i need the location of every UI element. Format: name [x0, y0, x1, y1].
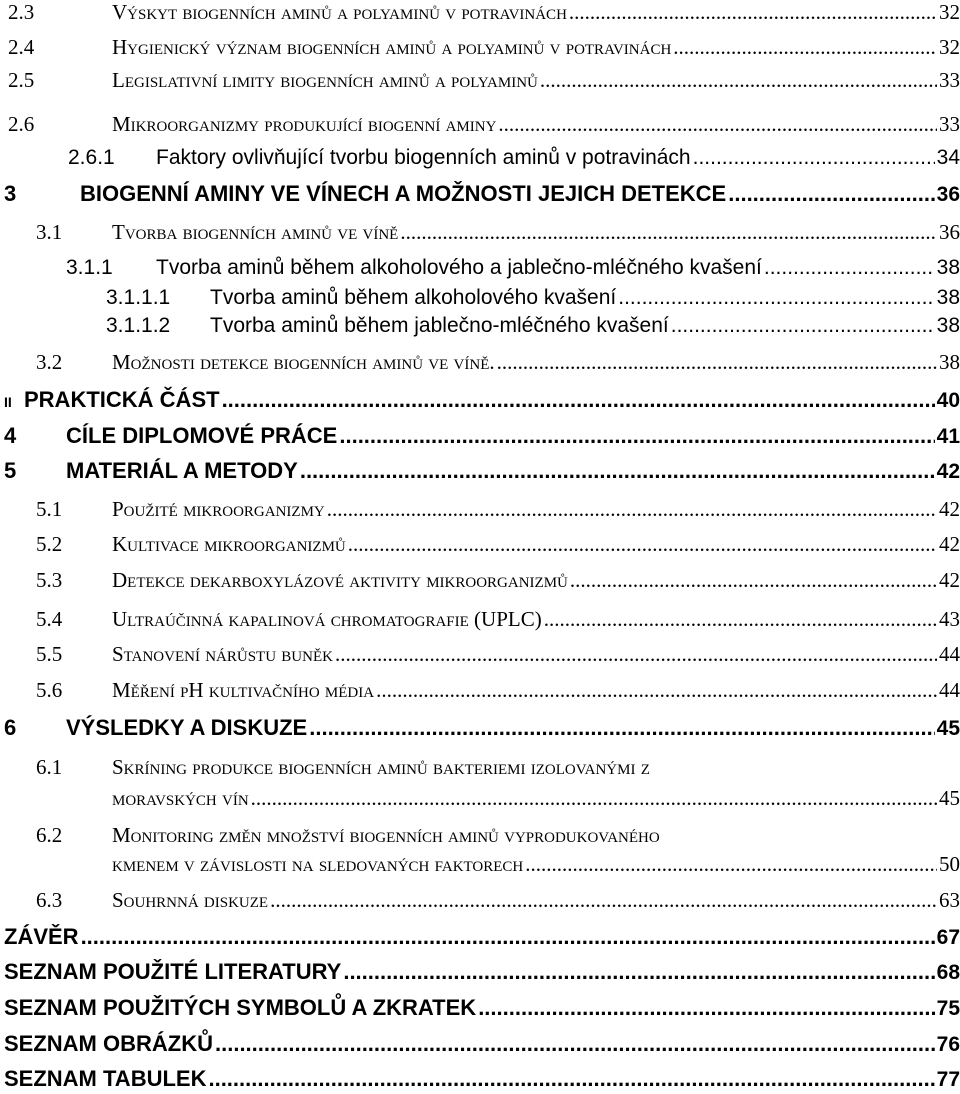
toc-entry-literatura[interactable]: [0, 959, 960, 985]
toc-number: 5.1: [36, 497, 63, 521]
toc-page: 41: [936, 425, 960, 448]
toc-number: 2.6: [8, 112, 35, 136]
toc-entry-2-3[interactable]: [0, 0, 960, 25]
toc-entry-3-2[interactable]: [0, 350, 960, 375]
toc-entry-5[interactable]: [0, 458, 960, 484]
dot-leader: [215, 1031, 935, 1057]
toc-number: 5.4: [36, 607, 63, 631]
toc-number: 3.2: [36, 350, 63, 374]
toc-page: 76: [936, 1033, 960, 1056]
dot-leader: [270, 888, 937, 913]
toc-title: Tvorba aminů během jablečno-mléčného kvašení: [210, 314, 669, 337]
dot-leader: [764, 256, 935, 280]
toc-title: Tvorba biogenních aminů ve víně: [112, 220, 399, 244]
toc-page: 42: [939, 568, 960, 592]
toc-entry-part-2[interactable]: [0, 387, 960, 413]
toc-entry-5-5[interactable]: [0, 642, 960, 667]
toc-entry-6-2[interactable]: [0, 823, 960, 848]
toc-title: Monitoring změn množství biogenních aminů vyprodukovaného: [112, 823, 660, 847]
toc-page: 42: [939, 532, 960, 556]
toc-page: 32: [939, 35, 960, 59]
toc-page: 42: [936, 460, 960, 483]
toc-number: 3.1.1.2: [106, 314, 171, 337]
toc-number: 2.3: [8, 0, 35, 24]
toc-title: SEZNAM OBRÁZKŮ: [4, 1031, 213, 1056]
toc-entry-3-1[interactable]: [0, 220, 960, 245]
dot-leader: [208, 1066, 934, 1092]
dot-leader: [693, 146, 935, 170]
toc-number: 3.1.1.1: [106, 286, 171, 309]
toc-page: 36: [936, 183, 960, 206]
toc-entry-6-1[interactable]: [0, 755, 960, 780]
dot-leader: [478, 995, 934, 1021]
toc-entry-3-1-1[interactable]: [0, 256, 960, 280]
toc-title: Souhrnná diskuze: [112, 888, 269, 912]
toc-entry-zaver[interactable]: [0, 924, 960, 950]
toc-number: 6: [4, 715, 17, 740]
toc-entry-5-6[interactable]: [0, 678, 960, 703]
dot-leader: [400, 220, 937, 245]
toc-entry-3-1-1-1[interactable]: [0, 286, 960, 310]
dot-leader: [728, 181, 934, 207]
toc-title: MATERIÁL A METODY: [66, 458, 298, 483]
toc-title: Možnosti detekce biogenních aminů ve víně.: [112, 350, 495, 374]
dot-leader: [348, 532, 937, 557]
toc-entry-6-3[interactable]: [0, 888, 960, 913]
toc-entry-zkratky[interactable]: [0, 995, 960, 1021]
toc-entry-tabulky[interactable]: [0, 1066, 960, 1092]
toc-title: SEZNAM TABULEK: [4, 1066, 207, 1091]
dot-leader: [544, 607, 937, 632]
toc-entry-3[interactable]: [0, 181, 960, 207]
toc-entry-6-2-continued[interactable]: [0, 852, 960, 877]
toc-entry-6-1-continued[interactable]: [0, 786, 960, 811]
toc-title: Ultraúčinná kapalinová chromatografie (UPLC): [112, 607, 542, 631]
toc-number: 2.6.1: [68, 146, 115, 169]
dot-leader: [671, 314, 935, 338]
dot-leader: [376, 678, 937, 703]
toc-page: 38: [939, 350, 960, 374]
toc-page: 33: [939, 68, 960, 92]
toc-title-continued: moravských vín: [112, 786, 249, 810]
toc-title: VÝSLEDKY A DISKUZE: [66, 715, 308, 740]
toc-page: 63: [939, 888, 960, 912]
toc-title: Kultivace mikroorganizmů: [112, 532, 346, 556]
toc-entry-4[interactable]: [0, 423, 960, 449]
toc-title: Detekce dekarboxylázové aktivity mikroorganizmů: [112, 568, 568, 592]
dot-leader: [300, 458, 935, 484]
toc-page: 34: [936, 146, 960, 169]
dot-leader: [497, 350, 937, 375]
toc-page: 43: [939, 607, 960, 631]
toc-number: 5.5: [36, 642, 63, 666]
toc-title: Stanovení nárůstu buněk: [112, 642, 333, 666]
toc-number: 3: [4, 181, 17, 206]
toc-page: 38: [936, 256, 960, 279]
toc-entry-2-6[interactable]: [0, 112, 960, 137]
dot-leader: [570, 568, 937, 593]
toc-page: 33: [939, 112, 960, 136]
dot-leader: [327, 497, 937, 522]
toc-page: 67: [936, 926, 960, 949]
dot-leader: [309, 715, 934, 741]
toc-entry-5-3[interactable]: [0, 568, 960, 593]
toc-page: 44: [939, 678, 960, 702]
toc-title: Výskyt biogenních aminů a polyaminů v potravinách: [112, 0, 567, 24]
dot-leader: [498, 112, 937, 137]
toc-title: BIOGENNÍ AMINY VE VÍNECH A MOŽNOSTI JEJICH DETEKCE: [80, 181, 727, 206]
toc-title: ZÁVĚR: [4, 924, 79, 949]
dot-leader: [618, 286, 934, 310]
toc-title: Hygienický význam biogenních aminů a polyaminů v potravinách: [112, 35, 672, 59]
toc-title: Použité mikroorganizmy: [112, 497, 325, 521]
toc-title: Faktory ovlivňující tvorbu biogenních aminů v potravinách: [156, 146, 691, 169]
toc-page: 44: [939, 642, 960, 666]
toc-entry-2-6-1[interactable]: [0, 146, 960, 170]
toc-page: 32: [939, 0, 960, 24]
dot-leader: [673, 35, 937, 60]
toc-number: 5: [4, 458, 17, 483]
toc-entry-6[interactable]: [0, 715, 960, 741]
dot-leader: [569, 0, 937, 25]
toc-page: 38: [936, 286, 960, 309]
toc-number: 6.1: [36, 755, 63, 779]
toc-page: 40: [936, 389, 960, 412]
dot-leader: [81, 924, 935, 950]
dot-leader: [525, 852, 937, 877]
toc-number: 2.4: [8, 35, 35, 59]
toc-title: Legislativní limity biogenních aminů a polyaminů: [112, 68, 538, 92]
dot-leader: [343, 959, 934, 985]
toc-page: 42: [939, 497, 960, 521]
toc-page: 45: [939, 786, 960, 810]
toc-title: Tvorba aminů během alkoholového kvašení: [210, 286, 617, 309]
toc-title: SEZNAM POUŽITÝCH SYMBOLŮ A ZKRATEK: [4, 995, 477, 1020]
toc-entry-3-1-1-2[interactable]: [0, 314, 960, 338]
toc-entry-5-2[interactable]: [0, 532, 960, 557]
toc-number: 4: [4, 423, 17, 448]
toc-page: 75: [936, 997, 960, 1020]
toc-entry-5-4[interactable]: [0, 607, 960, 632]
dot-leader: [339, 423, 934, 449]
toc-number: 3.1.1: [66, 256, 113, 279]
toc-number: 6.2: [36, 823, 63, 847]
toc-entry-2-4[interactable]: [0, 35, 960, 60]
toc-entry-obrazky[interactable]: [0, 1031, 960, 1057]
toc-title-continued: kmenem v závislosti na sledovaných faktorech: [112, 852, 524, 876]
toc-number: 2.5: [8, 68, 35, 92]
toc-page: 68: [936, 961, 960, 984]
toc-page: 36: [939, 220, 960, 244]
toc-entry-2-5[interactable]: [0, 68, 960, 93]
toc-number: II: [4, 394, 12, 410]
toc-number: 5.2: [36, 532, 63, 556]
dot-leader: [540, 68, 937, 93]
toc-title: PRAKTICKÁ ČÁST: [24, 387, 220, 412]
toc-title: Měření pH kultivačního média: [112, 678, 375, 702]
toc-page: 77: [936, 1068, 960, 1091]
toc-title: Skríning produkce biogenních aminů bakteriemi izolovanými z: [112, 755, 650, 779]
dot-leader: [222, 387, 935, 413]
toc-page: 45: [936, 717, 960, 740]
toc-number: 5.3: [36, 568, 63, 592]
toc-number: 6.3: [36, 888, 63, 912]
toc-entry-5-1[interactable]: [0, 497, 960, 522]
toc-page: 50: [939, 852, 960, 876]
toc-number: 5.6: [36, 678, 63, 702]
toc-page: 38: [936, 314, 960, 337]
dot-leader: [251, 786, 937, 811]
toc-number: 3.1: [36, 220, 63, 244]
toc-title: SEZNAM POUŽITÉ LITERATURY: [4, 959, 342, 984]
toc-title: CÍLE DIPLOMOVÉ PRÁCE: [66, 423, 338, 448]
toc-title: Tvorba aminů během alkoholového a jablečno-mléčného kvašení: [156, 256, 762, 279]
dot-leader: [335, 642, 937, 667]
toc-title: Mikroorganizmy produkující biogenní aminy: [112, 112, 497, 136]
